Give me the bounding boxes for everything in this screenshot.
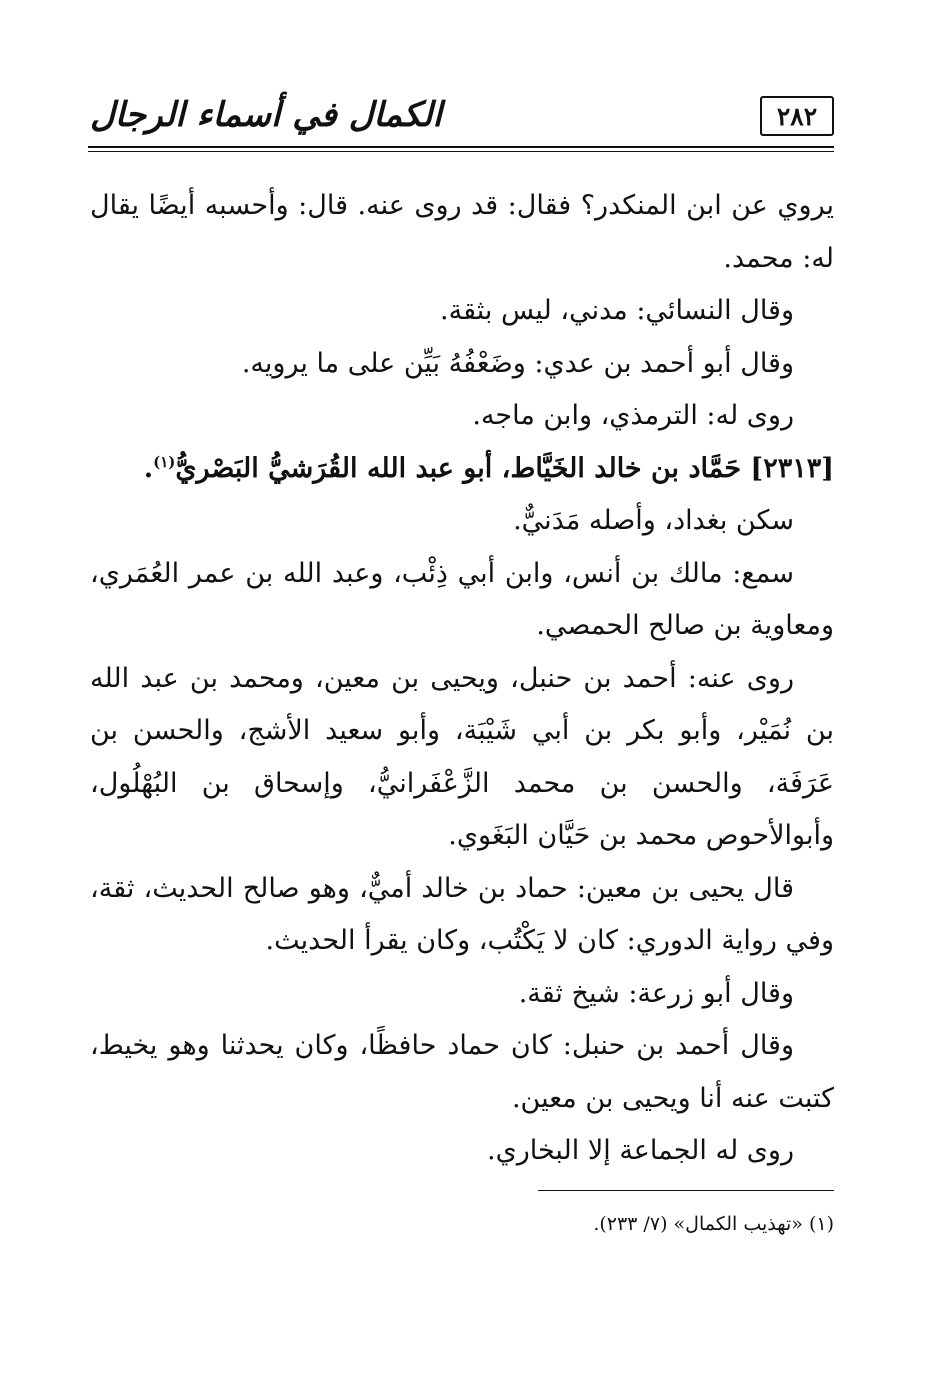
entry-title: [٢٣١٣] حَمَّاد بن خالد الخَيَّاط، أبو عبد الله القُرَشيُّ البَصْريُّ: [175, 452, 834, 484]
body-line: روى له الجماعة إلا البخاري.: [486, 1135, 794, 1166]
header-rule-thin: [88, 151, 834, 152]
body-line: وقال أحمد بن حنبل: كان حماد حافظًا، وكان يحدثنا وهو يخيط، كتبت عنه أنا ويحيى بن معين.: [90, 1030, 834, 1114]
header-rule: [88, 146, 834, 148]
page-body: [90, 180, 834, 1178]
page-number: ٢٨٢: [760, 96, 834, 136]
page-header: [88, 86, 834, 148]
body-line: سكن بغداد، وأصله مَدَنيٌّ.: [513, 505, 794, 536]
body-line: سمع: مالك بن أنس، وابن أبي ذِئْب، وعبد الله بن عمر العُمَري، ومعاوية بن صالح الحمصي.: [90, 557, 834, 641]
footnote: (١) «تهذيب الكمال» (٧/ ٢٣٣).: [593, 1213, 834, 1235]
body-line: قال يحيى بن معين: حماد بن خالد أميٌّ، وهو صالح الحديث، ثقة، وفي رواية الدوري: كان لا يَكْتُب، وكان يقرأ الحديث.: [90, 872, 834, 956]
body-line: وقال أبو أحمد بن عدي: وضَعْفُهُ بَيِّن على ما يرويه.: [241, 347, 794, 379]
body-line: روى عنه: أحمد بن حنبل، ويحيى بن معين، ومحمد بن عبد الله بن نُمَيْر، وأبو بكر بن أبي شَيْبَة، وأبو سعيد الأشج، والحسن بن عَرَفَة، والحسن بن محمد الزَّعْفَرانيُّ، وإسحاق بن البُهْلُول، وأبوالأحوص محمد بن حَيَّان البَغَوي.: [90, 662, 834, 851]
footnote-marker: (١): [153, 452, 176, 471]
body-line: يروي عن ابن المنكدر؟ فقال: قد روى عنه. قال: وأحسبه أيضًا يقال له: محمد.: [90, 190, 834, 274]
body-line: وقال النسائي: مدني، ليس بثقة.: [440, 295, 794, 326]
book-title: الكمال في أسماء الرجال: [90, 95, 442, 135]
body-line: روى له: الترمذي، وابن ماجه.: [472, 400, 794, 431]
entry-heading: [90, 443, 834, 496]
body-line: وقال أبو زرعة: شيخ ثقة.: [518, 977, 794, 1009]
footnote-rule: [538, 1190, 834, 1191]
entry-end: .: [143, 452, 154, 484]
